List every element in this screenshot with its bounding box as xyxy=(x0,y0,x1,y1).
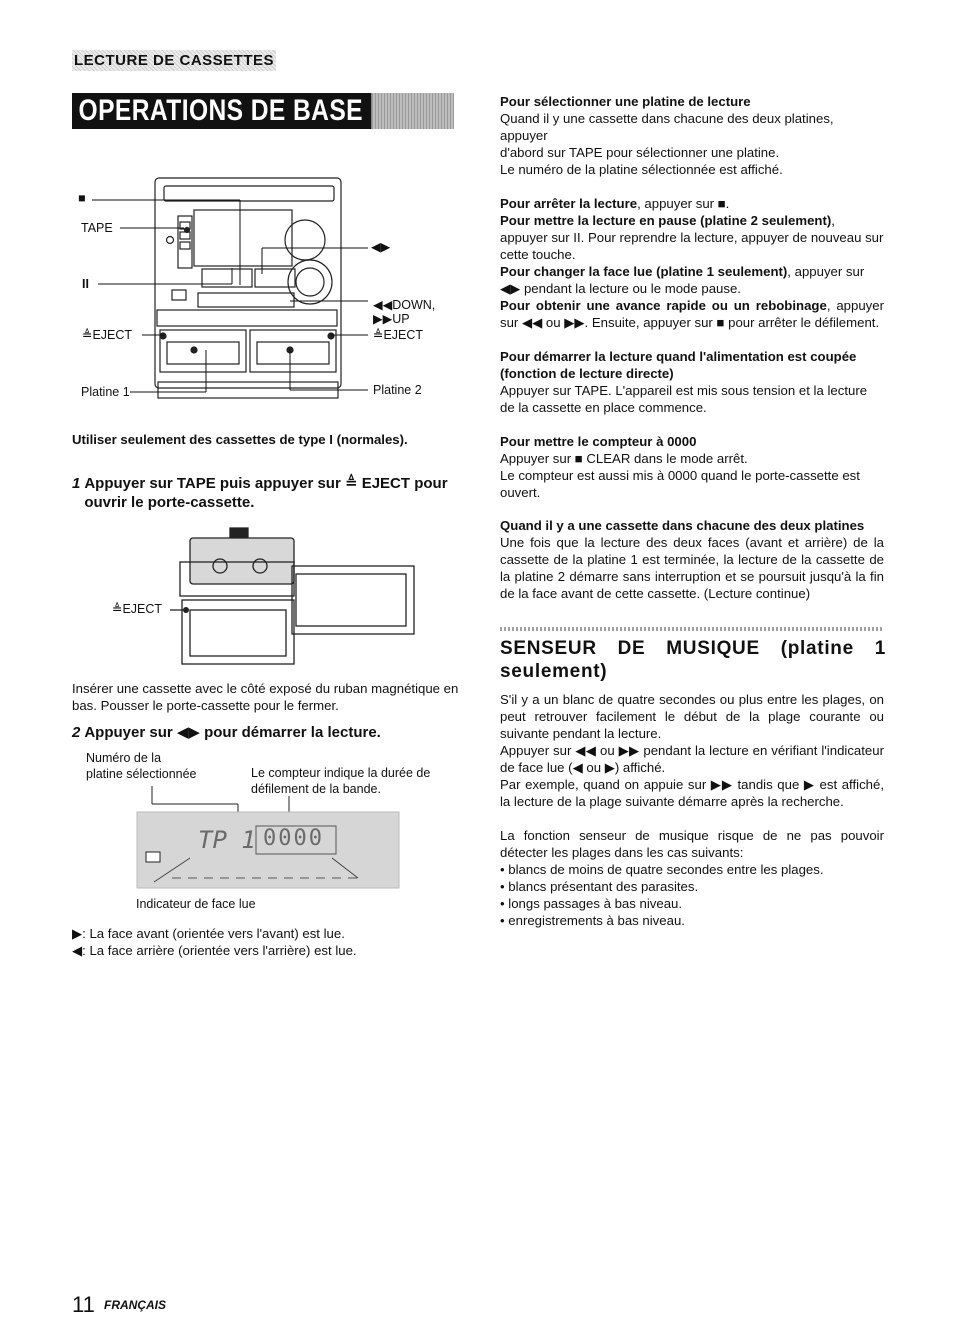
senseur-p4: La fonction senseur de musique risque de ne pas pouvoir détecter les plages dans les cas suivants: xyxy=(500,828,884,860)
banner xyxy=(72,93,454,129)
right-column xyxy=(500,93,884,602)
direct-body-2: de la cassette en place commence. xyxy=(500,400,707,415)
stop-para: Pour arrêter la lecture, appuyer sur ■. xyxy=(500,196,730,211)
insert-text: Insérer une cassette avec le côté exposé du ruban magnétique en bas. Pousser le porte-cassette pour le fermer. xyxy=(72,681,459,713)
display-deck: TP 1 xyxy=(198,826,256,854)
label-eject-right: ≜EJECT xyxy=(373,328,424,342)
face-para: Pour changer la face lue (platine 1 seulement), appuyer sur ◀▶ pendant la lecture ou le mode pause. xyxy=(500,264,865,296)
face-arriere: ◀: La face arrière (orientée vers l'arrière) est lue. xyxy=(72,943,357,958)
list-item: • blancs de moins de quatre secondes entre les plages. xyxy=(500,861,884,878)
label-pause: II xyxy=(82,277,89,291)
list-item: • longs passages à bas niveau. xyxy=(500,895,884,912)
senseur-body xyxy=(500,691,884,929)
sel-body-1: Quand il y une cassette dans chacune des deux platines, appuyer xyxy=(500,111,834,143)
label-stop: ■ xyxy=(78,191,86,205)
senseur-title-1: SENSEUR DE MUSIQUE (platine 1 xyxy=(500,638,886,659)
list-item: • enregistrements à bas niveau. xyxy=(500,912,884,929)
banner-title: OPERATIONS DE BASE xyxy=(72,93,371,129)
cassette-insert-figure xyxy=(170,522,420,672)
counter-body-3: ouvert. xyxy=(500,485,541,500)
direct-body-1: Appuyer sur TAPE. L'appareil est mis sous tension et la lecture xyxy=(500,383,868,398)
label-eject-left: ≜EJECT xyxy=(82,328,133,342)
counter-body-2: Le compteur est aussi mis à 0000 quand le porte-cassette est xyxy=(500,468,860,483)
senseur-title-2: seulement) xyxy=(500,661,608,682)
label-play: ◀▶ xyxy=(371,240,391,254)
label-down: ◀◀DOWN, xyxy=(373,298,436,312)
both-title: Quand il y a une cassette dans chacune des deux platines xyxy=(500,518,865,533)
page-number: 11 xyxy=(72,1292,95,1317)
pause-para: Pour mettre la lecture en pause (platine 2 seulement), appuyer sur II. Pour reprendre la lecture, appuyer de nouveau sur cette touche. xyxy=(500,213,884,262)
label-compteur: Le compteur indique la durée de xyxy=(251,766,431,780)
sel-body-2: d'abord sur TAPE pour sélectionner une platine. xyxy=(500,145,780,160)
section-header: LECTURE DE CASSETTES xyxy=(74,52,275,69)
step-1 xyxy=(72,474,457,512)
sel-title: Pour sélectionner une platine de lecture xyxy=(500,94,751,109)
senseur-p2: Appuyer sur ◀◀ ou ▶▶ pendant la lecture en vérifiant l'indicateur de face lue (◀ ou ▶) affiché. xyxy=(500,743,884,775)
label-platine1: Platine 1 xyxy=(81,385,130,399)
counter-body-1: Appuyer sur ■ CLEAR dans le mode arrêt. xyxy=(500,451,748,466)
step-1-number: 1 xyxy=(72,475,81,492)
direct-title-2: (fonction de lecture directe) xyxy=(500,366,674,381)
note-type1: Utiliser seulement des cassettes de type I (normales). xyxy=(72,432,408,447)
both-body: Une fois que la lecture des deux faces (avant et arrière) de la cassette de la platine 1 est terminée, la lecture de la cassette de la platine 2 démarre sans interruption et se poursuit jusqu'à la fin de la face avant de cette cassette. (Lecture continue) xyxy=(500,535,884,601)
direct-title-1: Pour démarrer la lecture quand l'alimentation est coupée xyxy=(500,349,857,364)
list-item: • blancs présentant des parasites. xyxy=(500,878,884,895)
counter-title: Pour mettre le compteur à 0000 xyxy=(500,434,697,449)
label-eject-cassette: ≜EJECT xyxy=(112,602,163,616)
display-counter: 0000 xyxy=(263,826,324,851)
step-2 xyxy=(72,723,457,742)
step-1-text: Appuyer sur TAPE puis appuyer sur ≜ EJECT pour ouvrir le porte-cassette. xyxy=(84,475,448,511)
label-platine-selectionnee: platine sélectionnée xyxy=(86,767,197,781)
label-up: ▶▶UP xyxy=(373,312,410,326)
dotted-rule xyxy=(500,627,884,631)
label-defilement: défilement de la bande. xyxy=(251,782,381,796)
bullet-list xyxy=(500,861,884,929)
label-platine2: Platine 2 xyxy=(373,383,422,397)
rew-para: Pour obtenir une avance rapide ou un rebobinage, appuyer sur ◀◀ ou ▶▶. Ensuite, appuyer sur ■ pour arrêter le défilement. xyxy=(500,298,884,330)
sel-body-3: Le numéro de la platine sélectionnée est affiché. xyxy=(500,162,783,177)
label-numero: Numéro de la xyxy=(86,751,162,765)
face-avant: ▶: La face avant (orientée vers l'avant) est lue. xyxy=(72,926,345,941)
label-tape: TAPE xyxy=(81,221,113,235)
senseur-p3: Par exemple, quand on appuie sur ▶▶ tandis que ▶ est affiché, la lecture de la plage suivante démarre après la recherche. xyxy=(500,777,884,809)
step-2-number: 2 xyxy=(72,724,81,741)
stereo-unit-figure xyxy=(72,170,462,415)
label-indicateur: Indicateur de face lue xyxy=(136,897,256,911)
step-2-text: Appuyer sur ◀▶ pour démarrer la lecture. xyxy=(84,724,381,741)
senseur-p1: S'il y a un blanc de quatre secondes ou plus entre les plages, on peut retrouver facilement le début de la plage courante ou suivante pendant la lecture. xyxy=(500,692,884,741)
footer-language: FRANÇAIS xyxy=(104,1298,166,1312)
